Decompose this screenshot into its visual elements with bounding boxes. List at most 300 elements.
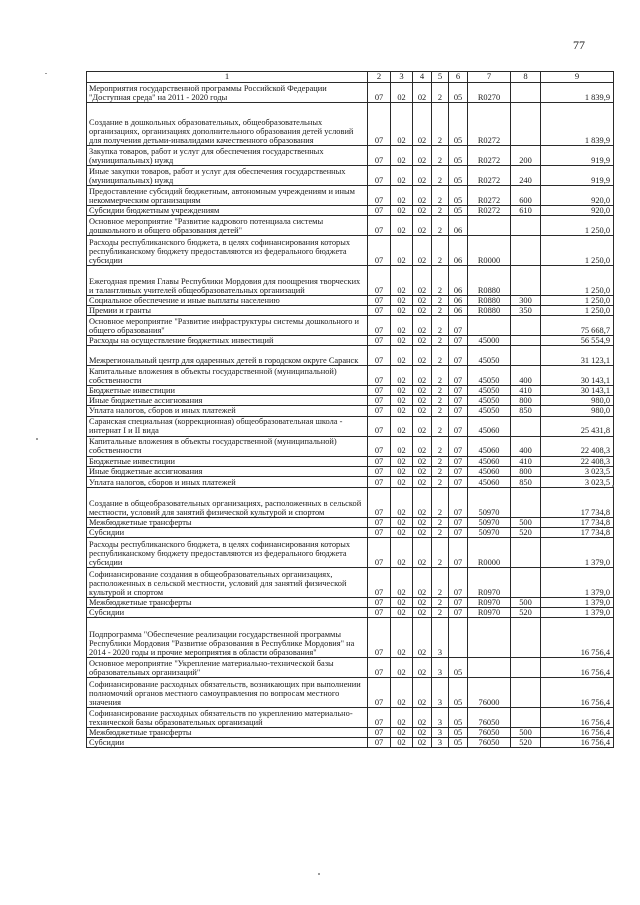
cell-name: Основное мероприятие "Развитие кадрового потенциала системы дошкольного и общего образования детей" — [87, 216, 368, 236]
header-cell-subprogram: 5 — [432, 72, 449, 83]
cell-subprogram: 2 — [432, 346, 449, 366]
cell-expense-type — [511, 618, 541, 658]
cell-expense-type: 610 — [511, 206, 541, 216]
cell-program: 02 — [413, 658, 432, 678]
cell-program: 02 — [413, 386, 432, 396]
cell-measure: 05 — [449, 103, 468, 146]
cell-program: 02 — [413, 316, 432, 336]
cell-subsection: 02 — [391, 146, 413, 166]
cell-subsection: 02 — [391, 476, 413, 487]
cell-subsection: 02 — [391, 618, 413, 658]
cell-subsection: 02 — [391, 607, 413, 617]
table-row — [87, 567, 614, 597]
cell-name: Предоставление субсидий бюджетным, автономным учреждениям и иным некоммерческим организациям — [87, 186, 368, 206]
cell-measure: 07 — [449, 567, 468, 597]
cell-subprogram: 2 — [432, 527, 449, 537]
cell-measure: 07 — [449, 527, 468, 537]
cell-subsection: 02 — [391, 416, 413, 436]
cell-amount: 1 379,0 — [541, 597, 614, 607]
cell-subsection: 02 — [391, 216, 413, 236]
cell-name: Капитальные вложения в объекты государственной (муниципальной) собственности — [87, 366, 368, 386]
cell-expense-type: 850 — [511, 476, 541, 487]
header-cell-program: 4 — [413, 72, 432, 83]
cell-name: Ежегодная премия Главы Республики Мордовия для поощрения творческих и талантливых учителей общеобразовательных организаций — [87, 266, 368, 296]
cell-name: Социальное обеспечение и иные выплаты населению — [87, 296, 368, 306]
cell-measure: 07 — [449, 597, 468, 607]
cell-subprogram: 2 — [432, 366, 449, 386]
cell-subsection: 02 — [391, 678, 413, 708]
cell-expense-type — [511, 416, 541, 436]
table-row — [87, 103, 614, 146]
cell-expense-type — [511, 83, 541, 103]
cell-section: 07 — [368, 186, 391, 206]
cell-program: 02 — [413, 266, 432, 296]
cell-subsection: 02 — [391, 306, 413, 316]
cell-section: 07 — [368, 146, 391, 166]
cell-direction: R0272 — [468, 186, 511, 206]
cell-subprogram: 2 — [432, 537, 449, 567]
cell-measure: 07 — [449, 537, 468, 567]
cell-name: Межбюджетные трансферты — [87, 728, 368, 738]
cell-section: 07 — [368, 266, 391, 296]
cell-amount: 31 123,1 — [541, 346, 614, 366]
cell-subsection: 02 — [391, 386, 413, 396]
cell-subprogram: 2 — [432, 316, 449, 336]
cell-measure: 07 — [449, 336, 468, 346]
cell-direction: R0880 — [468, 296, 511, 306]
cell-subprogram: 2 — [432, 597, 449, 607]
cell-section: 07 — [368, 386, 391, 396]
cell-subsection: 02 — [391, 708, 413, 728]
cell-direction: 50970 — [468, 487, 511, 517]
cell-measure: 07 — [449, 487, 468, 517]
table-row — [87, 216, 614, 236]
table-row — [87, 618, 614, 658]
cell-name: Мероприятия государственной программы Российской Федерации "Доступная среда" на 2011 - 2020 годы — [87, 83, 368, 103]
cell-subsection: 02 — [391, 336, 413, 346]
cell-subsection: 02 — [391, 466, 413, 476]
cell-expense-type: 200 — [511, 146, 541, 166]
cell-name: Бюджетные инвестиции — [87, 456, 368, 466]
cell-measure: 07 — [449, 456, 468, 466]
table-row — [87, 416, 614, 436]
cell-section: 07 — [368, 517, 391, 527]
cell-program: 02 — [413, 346, 432, 366]
cell-measure: 06 — [449, 296, 468, 306]
cell-direction: R0970 — [468, 567, 511, 597]
table-row — [87, 678, 614, 708]
cell-subprogram: 2 — [432, 416, 449, 436]
cell-measure: 07 — [449, 607, 468, 617]
table-row — [87, 316, 614, 336]
cell-subprogram: 2 — [432, 103, 449, 146]
cell-amount: 3 023,5 — [541, 466, 614, 476]
cell-section: 07 — [368, 436, 391, 456]
cell-direction: 45050 — [468, 406, 511, 416]
cell-measure: 05 — [449, 738, 468, 748]
scan-speck — [36, 438, 38, 440]
cell-name: Основное мероприятие "Укрепление материально-технической базы образовательных организаций" — [87, 658, 368, 678]
cell-subprogram: 2 — [432, 436, 449, 456]
cell-program: 02 — [413, 296, 432, 306]
cell-subprogram: 2 — [432, 83, 449, 103]
cell-section: 07 — [368, 366, 391, 386]
cell-direction: R0270 — [468, 83, 511, 103]
cell-name: Уплата налогов, сборов и иных платежей — [87, 476, 368, 487]
cell-subprogram: 2 — [432, 336, 449, 346]
table-row — [87, 186, 614, 206]
cell-amount: 22 408,3 — [541, 436, 614, 456]
cell-expense-type: 410 — [511, 386, 541, 396]
cell-amount: 16 756,4 — [541, 678, 614, 708]
cell-name: Саранская специальная (коррекционная) общеобразовательная школа - интернат I и II вида — [87, 416, 368, 436]
cell-subsection: 02 — [391, 456, 413, 466]
scan-speck — [45, 73, 47, 74]
cell-section: 07 — [368, 476, 391, 487]
cell-name: Расходы республиканского бюджета, в целях софинансирования которых республиканскому бюджету предоставляются из федерального бюджета субсидии — [87, 236, 368, 266]
cell-program: 02 — [413, 708, 432, 728]
cell-subprogram: 2 — [432, 456, 449, 466]
cell-name: Расходы республиканского бюджета, в целях софинансирования которых республиканскому бюджету предоставляются из федерального бюджета субсидии — [87, 537, 368, 567]
cell-section: 07 — [368, 738, 391, 748]
table-row — [87, 466, 614, 476]
cell-direction: R0970 — [468, 607, 511, 617]
cell-amount: 919,9 — [541, 166, 614, 186]
cell-program: 02 — [413, 206, 432, 216]
cell-amount: 1 250,0 — [541, 216, 614, 236]
cell-expense-type — [511, 336, 541, 346]
cell-expense-type: 400 — [511, 436, 541, 456]
cell-measure: 07 — [449, 346, 468, 366]
cell-name: Субсидии — [87, 738, 368, 748]
cell-program: 02 — [413, 186, 432, 206]
table-row — [87, 658, 614, 678]
cell-measure: 05 — [449, 146, 468, 166]
header-cell-section: 2 — [368, 72, 391, 83]
cell-subprogram: 3 — [432, 618, 449, 658]
cell-measure: 06 — [449, 306, 468, 316]
cell-direction: R0272 — [468, 206, 511, 216]
cell-program: 02 — [413, 466, 432, 476]
cell-amount: 22 408,3 — [541, 456, 614, 466]
cell-subsection: 02 — [391, 366, 413, 386]
cell-section: 07 — [368, 466, 391, 476]
cell-program: 02 — [413, 396, 432, 406]
cell-expense-type — [511, 487, 541, 517]
cell-measure: 07 — [449, 436, 468, 456]
cell-subprogram: 2 — [432, 487, 449, 517]
cell-expense-type — [511, 708, 541, 728]
cell-amount: 56 554,9 — [541, 336, 614, 346]
cell-name: Софинансирование расходных обязательств, возникающих при выполнении полномочий органов местного самоуправления по вопросам местного значения — [87, 678, 368, 708]
cell-program: 02 — [413, 607, 432, 617]
cell-subprogram: 2 — [432, 607, 449, 617]
cell-subprogram: 2 — [432, 296, 449, 306]
cell-expense-type: 240 — [511, 166, 541, 186]
cell-section: 07 — [368, 166, 391, 186]
cell-amount: 1 379,0 — [541, 537, 614, 567]
cell-program: 02 — [413, 416, 432, 436]
cell-program: 02 — [413, 166, 432, 186]
cell-measure: 05 — [449, 708, 468, 728]
cell-expense-type — [511, 266, 541, 296]
cell-subsection: 02 — [391, 436, 413, 456]
cell-section: 07 — [368, 316, 391, 336]
cell-amount: 920,0 — [541, 186, 614, 206]
cell-measure: 07 — [449, 316, 468, 336]
cell-expense-type: 520 — [511, 527, 541, 537]
cell-amount: 1 250,0 — [541, 296, 614, 306]
table-row — [87, 487, 614, 517]
cell-measure: 07 — [449, 386, 468, 396]
cell-section: 07 — [368, 567, 391, 597]
cell-measure: 05 — [449, 186, 468, 206]
cell-section: 07 — [368, 396, 391, 406]
cell-name: Подпрограмма "Обеспечение реализации государственной программы Республики Мордовия "Развитие образования в Республике Мордовия" на 2014 - 2020 годы и прочие мероприятия в области образования" — [87, 618, 368, 658]
cell-subsection: 02 — [391, 206, 413, 216]
cell-program: 02 — [413, 366, 432, 386]
cell-measure: 07 — [449, 466, 468, 476]
table-row — [87, 336, 614, 346]
cell-section: 07 — [368, 336, 391, 346]
cell-subprogram: 2 — [432, 517, 449, 527]
cell-amount: 16 756,4 — [541, 728, 614, 738]
cell-program: 02 — [413, 236, 432, 266]
cell-subprogram: 2 — [432, 206, 449, 216]
cell-expense-type: 500 — [511, 728, 541, 738]
cell-section: 07 — [368, 216, 391, 236]
scan-speck — [318, 873, 320, 875]
cell-direction: R0272 — [468, 146, 511, 166]
cell-program: 02 — [413, 567, 432, 597]
cell-direction: 45060 — [468, 476, 511, 487]
table-row — [87, 166, 614, 186]
table-row — [87, 537, 614, 567]
cell-program: 02 — [413, 146, 432, 166]
cell-measure: 07 — [449, 517, 468, 527]
table-row — [87, 386, 614, 396]
cell-section: 07 — [368, 456, 391, 466]
cell-direction: R0000 — [468, 537, 511, 567]
cell-subprogram: 3 — [432, 708, 449, 728]
cell-direction: 45050 — [468, 396, 511, 406]
header-cell-direction: 7 — [468, 72, 511, 83]
cell-name: Субсидии бюджетным учреждениям — [87, 206, 368, 216]
table-row — [87, 366, 614, 386]
cell-section: 07 — [368, 103, 391, 146]
table-row — [87, 456, 614, 466]
cell-subprogram: 2 — [432, 146, 449, 166]
cell-direction — [468, 316, 511, 336]
cell-direction: 45060 — [468, 436, 511, 456]
cell-program: 02 — [413, 487, 432, 517]
cell-amount: 30 143,1 — [541, 386, 614, 396]
cell-amount: 3 023,5 — [541, 476, 614, 487]
header-cell-measure: 6 — [449, 72, 468, 83]
cell-direction: 45060 — [468, 456, 511, 466]
cell-section: 07 — [368, 527, 391, 537]
cell-measure: 05 — [449, 678, 468, 708]
cell-name: Межбюджетные трансферты — [87, 597, 368, 607]
table-body — [87, 72, 614, 748]
cell-subsection: 02 — [391, 296, 413, 306]
table-header-row — [87, 72, 614, 83]
cell-subprogram: 3 — [432, 658, 449, 678]
cell-name: Премии и гранты — [87, 306, 368, 316]
cell-measure: 05 — [449, 83, 468, 103]
cell-amount: 1 250,0 — [541, 306, 614, 316]
cell-name: Софинансирование создания в общеобразовательных организациях, расположенных в сельской местности, условий для занятий физической культурой и спортом — [87, 567, 368, 597]
cell-subsection: 02 — [391, 316, 413, 336]
cell-subsection: 02 — [391, 103, 413, 146]
cell-name: Расходы на осуществление бюджетных инвестиций — [87, 336, 368, 346]
cell-amount: 75 668,7 — [541, 316, 614, 336]
cell-program: 02 — [413, 216, 432, 236]
cell-direction: 45060 — [468, 416, 511, 436]
cell-subsection: 02 — [391, 266, 413, 296]
cell-amount: 1 250,0 — [541, 266, 614, 296]
table-row — [87, 236, 614, 266]
cell-measure: 06 — [449, 266, 468, 296]
cell-expense-type — [511, 346, 541, 366]
cell-section: 07 — [368, 658, 391, 678]
cell-subsection: 02 — [391, 567, 413, 597]
cell-expense-type: 300 — [511, 296, 541, 306]
table-row — [87, 527, 614, 537]
header-cell-expense-type: 8 — [511, 72, 541, 83]
table-row — [87, 266, 614, 296]
cell-subprogram: 3 — [432, 678, 449, 708]
cell-expense-type — [511, 216, 541, 236]
table-row — [87, 436, 614, 456]
cell-subprogram: 2 — [432, 396, 449, 406]
table-row — [87, 517, 614, 527]
table-row — [87, 406, 614, 416]
cell-direction: 45060 — [468, 466, 511, 476]
cell-subsection: 02 — [391, 728, 413, 738]
table-row — [87, 708, 614, 728]
cell-amount: 919,9 — [541, 146, 614, 166]
cell-subsection: 02 — [391, 166, 413, 186]
cell-amount: 17 734,8 — [541, 527, 614, 537]
cell-section: 07 — [368, 296, 391, 306]
cell-amount: 1 839,9 — [541, 103, 614, 146]
cell-expense-type — [511, 678, 541, 708]
cell-measure: 05 — [449, 206, 468, 216]
table-row — [87, 738, 614, 748]
table-row — [87, 396, 614, 406]
cell-direction: 45050 — [468, 346, 511, 366]
cell-amount: 16 756,4 — [541, 738, 614, 748]
cell-subprogram: 3 — [432, 738, 449, 748]
table-row — [87, 728, 614, 738]
cell-name: Иные бюджетные ассигнования — [87, 396, 368, 406]
cell-name: Межрегиональный центр для одаренных детей в городском округе Саранск — [87, 346, 368, 366]
cell-direction: 76050 — [468, 708, 511, 728]
cell-subprogram: 2 — [432, 236, 449, 266]
cell-direction — [468, 618, 511, 658]
cell-expense-type: 350 — [511, 306, 541, 316]
cell-amount: 16 756,4 — [541, 658, 614, 678]
cell-name: Бюджетные инвестиции — [87, 386, 368, 396]
cell-subprogram: 2 — [432, 216, 449, 236]
cell-amount: 980,0 — [541, 396, 614, 406]
cell-subsection: 02 — [391, 738, 413, 748]
cell-program: 02 — [413, 306, 432, 316]
cell-expense-type: 800 — [511, 396, 541, 406]
cell-name: Иные бюджетные ассигнования — [87, 466, 368, 476]
cell-direction: 50970 — [468, 527, 511, 537]
cell-section: 07 — [368, 416, 391, 436]
cell-name: Капитальные вложения в объекты государственной (муниципальной) собственности — [87, 436, 368, 456]
cell-program: 02 — [413, 597, 432, 607]
cell-program: 02 — [413, 336, 432, 346]
cell-subprogram: 2 — [432, 406, 449, 416]
cell-expense-type: 520 — [511, 607, 541, 617]
cell-name: Субсидии — [87, 527, 368, 537]
cell-program: 02 — [413, 618, 432, 658]
cell-program: 02 — [413, 406, 432, 416]
cell-measure: 07 — [449, 366, 468, 386]
cell-section: 07 — [368, 83, 391, 103]
cell-program: 02 — [413, 476, 432, 487]
cell-program: 02 — [413, 738, 432, 748]
cell-name: Иные закупки товаров, работ и услуг для обеспечения государственных (муниципальных) нужд — [87, 166, 368, 186]
cell-measure: 05 — [449, 166, 468, 186]
cell-measure: 07 — [449, 476, 468, 487]
cell-subsection: 02 — [391, 396, 413, 406]
cell-expense-type — [511, 103, 541, 146]
cell-program: 02 — [413, 678, 432, 708]
table-row — [87, 597, 614, 607]
cell-measure: 07 — [449, 416, 468, 436]
cell-amount: 16 756,4 — [541, 618, 614, 658]
cell-subprogram: 2 — [432, 186, 449, 206]
cell-direction: 45000 — [468, 336, 511, 346]
cell-measure: 06 — [449, 216, 468, 236]
cell-subprogram: 2 — [432, 306, 449, 316]
cell-expense-type — [511, 537, 541, 567]
cell-program: 02 — [413, 436, 432, 456]
cell-subprogram: 2 — [432, 166, 449, 186]
cell-subprogram: 2 — [432, 567, 449, 597]
cell-direction: 50970 — [468, 517, 511, 527]
scan-speck — [612, 485, 614, 487]
table-row — [87, 83, 614, 103]
cell-expense-type: 850 — [511, 406, 541, 416]
table-row — [87, 607, 614, 617]
cell-direction — [468, 658, 511, 678]
cell-expense-type: 400 — [511, 366, 541, 386]
cell-subsection: 02 — [391, 186, 413, 206]
cell-program: 02 — [413, 728, 432, 738]
cell-amount: 1 379,0 — [541, 607, 614, 617]
cell-amount: 16 756,4 — [541, 708, 614, 728]
cell-direction: 45050 — [468, 386, 511, 396]
cell-expense-type: 410 — [511, 456, 541, 466]
cell-direction: 45050 — [468, 366, 511, 386]
cell-section: 07 — [368, 607, 391, 617]
cell-direction: 76050 — [468, 738, 511, 748]
cell-program: 02 — [413, 456, 432, 466]
cell-amount: 920,0 — [541, 206, 614, 216]
cell-section: 07 — [368, 487, 391, 517]
table-row — [87, 476, 614, 487]
cell-direction: R0880 — [468, 306, 511, 316]
cell-amount: 1 379,0 — [541, 567, 614, 597]
cell-expense-type — [511, 567, 541, 597]
cell-program: 02 — [413, 517, 432, 527]
